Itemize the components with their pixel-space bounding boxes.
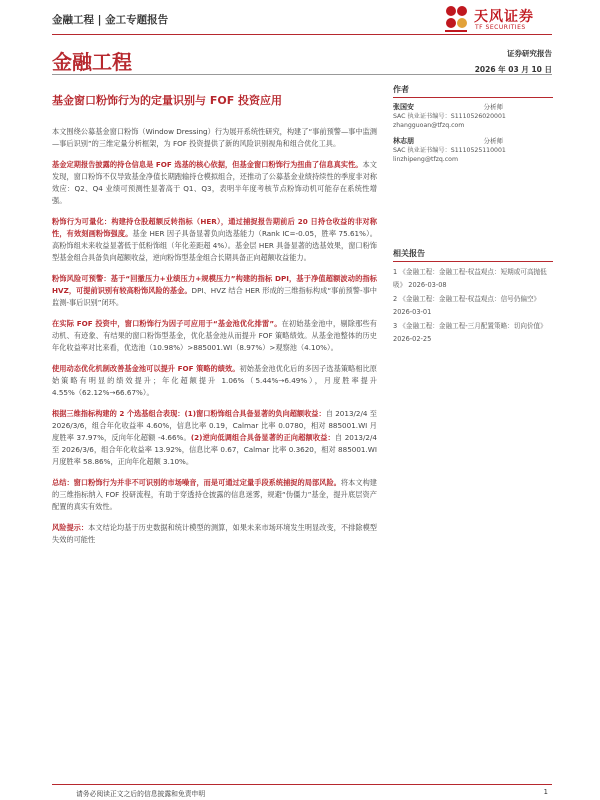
paragraph-text: 将本文构建的三维指标纳入 FOF 投研流程，有助于穿透持仓披露的信息迷雾，规避“伪僵力”基金，提升底层资产配置的真实有效性。 (52, 478, 377, 511)
author-email[interactable]: zhangguoan@tfzq.com (393, 122, 465, 129)
related-report-link[interactable]: 1 《金融工程：金融工程-权益观点：短期或可高抛低吸》 2026-03-08 (393, 268, 547, 289)
author-name: 张国安 (393, 103, 414, 111)
footer-disclaimer: 请务必阅读正文之后的信息披露和免责申明 (76, 790, 206, 798)
logo-mark-icon (442, 4, 470, 34)
report-subtitle: 基金窗口粉饰行为的定量识别与 FOF 投资应用 (52, 94, 283, 107)
report-body (52, 126, 377, 555)
sidebar (393, 84, 553, 347)
body-paragraph (52, 273, 377, 309)
related-heading: 相关报告 (393, 248, 553, 262)
body-paragraph (52, 159, 377, 207)
key-point: 基金定期报告披露的持仓信息是 FOF 选基的核心依据，但基金窗口粉饰行为扭曲了信息真实性。 (52, 160, 363, 169)
paragraph-text: 自 2013/2/4 至 2026/3/6，组合年化收益率 13.92%，信息比率 0.67，Calmar 比率 0.3620，相对 885001.WI 月度胜率 58.86%，正向年化超额 3.10%。 (52, 433, 377, 466)
body-paragraph (52, 318, 377, 354)
related-reports (393, 248, 553, 346)
paragraph-text: 基金 HER 因子具备显著负向选基能力（Rank IC=-0.05，胜率 75.61%）。高粉饰组未来收益显著低于低粉饰组（年化差距超 4%）。基金层 HER 具备显著的选基效果，窗口粉饰型基金组合具备负向超额收益，逆向粉饰型基金组合长期具备正向超额收益能力。 (52, 229, 377, 262)
logo-text-en: TF SECURITIES (475, 24, 526, 31)
logo-text-cn: 天风证券 (474, 9, 534, 25)
title-divider (52, 74, 552, 75)
company-logo (442, 4, 552, 38)
key-point: 根据三维指标构建的 2 个选基组合表现：(1)窗口粉饰组合具备显著的负向超额收益： (52, 409, 326, 418)
paragraph-text: 初始基金池优化后的多因子选基策略相比原始策略有明显的绩效提升；年化超额提升 1.06%（5.44%→6.49%），月度胜率提升 4.55%（62.12%→66.67%）。 (52, 364, 377, 397)
authors-heading: 作者 (393, 84, 553, 98)
author-role: 分析师 (483, 137, 503, 145)
summary-paragraph (52, 477, 377, 513)
key-point: 粉饰风险可预警：基于“回撤压力+业绩压力+规模压力”构建的指标 DPI，基于净值超额波动的指标 HVZ，可提前识别有较高粉饰风险的基金。 (52, 274, 377, 295)
body-paragraph (52, 363, 377, 399)
author-email[interactable]: linzhipeng@tfzq.com (393, 156, 458, 163)
author-license: SAC 执业证书编号：S1110525110001 (393, 147, 506, 154)
body-paragraph (52, 408, 377, 468)
risk-warning (52, 522, 377, 546)
author-license: SAC 执业证书编号：S1110526020001 (393, 113, 506, 120)
key-point: 使用动态优化机制改善基金池可以提升 FOF 策略的绩效。 (52, 364, 240, 373)
report-date: 2026 年 03 月 10 日 (474, 65, 552, 74)
risk-label: 风险提示： (52, 523, 89, 532)
paragraph-text: 本文发现，窗口粉饰不仅导致基金净值长期跑输持仓模拟组合，还推动了公募基金业绩持续性的季度非对称效应：Q2、Q4 业绩可预测性显著高于 Q1、Q3，表明半年度考核节点粉饰动机可能存在系统性增强。 (52, 160, 377, 205)
key-point: (2)逆向低调组合具备显著的正向超额收益： (190, 433, 335, 442)
author-role: 分析师 (483, 103, 503, 111)
paragraph-text: 在初始基金池中，剔除那些有动机、有迹象、有结果的窗口粉饰型基金，优化基金池从而提升 FOF 策略绩效。从基金池整体的历史年化收益率对比来看，优选池（10.98%）>885001.WI（8.97%）>观察池（4.10%）。 (52, 319, 377, 352)
author-card (393, 102, 553, 130)
page-number: 1 (543, 788, 548, 796)
intro-paragraph: 本文围绕公募基金窗口粉饰（Window Dressing）行为展开系统性研究，构建了“事前预警—事中监测—事后识别”的三维定量分析框架，为 FOF 投资提供了新的风险识别视角和组合优化工具。 (52, 127, 377, 148)
header-divider (52, 34, 552, 35)
report-type: 证券研究报告 (507, 49, 552, 58)
risk-text: 本文结论均基于历史数据和统计模型的测算，如果未来市场环境发生明显改变，不排除模型失效的可能性 (52, 523, 377, 544)
related-report-link[interactable]: 2 《金融工程：金融工程-权益观点：信号仍偏空》 2026-03-01 (393, 295, 541, 316)
footer-divider (52, 784, 552, 785)
author-card (393, 136, 553, 164)
body-paragraph (52, 216, 377, 264)
key-point: 粉饰行为可量化：构建持仓股超额反转指标（HER），通过捕捉报告期前后 20 日持仓收益的非对称性，有效刻画粉饰强度。 (52, 217, 377, 238)
report-header (52, 10, 552, 34)
paragraph-text: 自 2013/2/4 至 2026/3/6，组合年化收益率 4.60%，信息比率 0.19，Calmar 比率 0.0780，相对 885001.WI 月度胜率 37.97%，反向年化超额 -4.66%。 (52, 409, 377, 442)
report-series: 金融工程 | 金工专题报告 (52, 14, 169, 26)
author-name: 林志朋 (393, 137, 414, 145)
key-point: 在实际 FOF 投资中，窗口粉饰行为因子可应用于“基金池优化排雷”。 (52, 319, 282, 328)
key-point: 总结：窗口粉饰行为并非不可识别的市场噪音，而是可通过定量手段系统捕捉的局部风险。 (52, 478, 341, 487)
related-report-link[interactable]: 3 《金融工程：金融工程-三月配置策略：切向价值》 2026-02-25 (393, 322, 547, 343)
page-title: 金融工程 (52, 50, 132, 74)
paragraph-text: DPI、HVZ 结合 HER 形成的三维指标构成“事前预警-事中监测-事后识别”闭环。 (52, 286, 377, 307)
